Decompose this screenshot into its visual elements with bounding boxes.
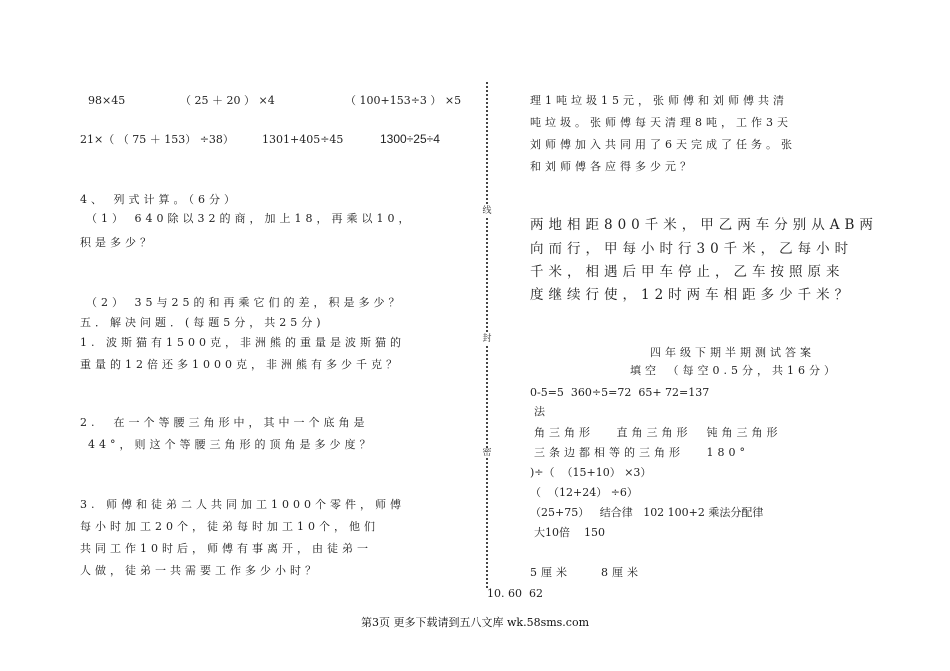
- binding-mark-seal: 封: [482, 334, 492, 344]
- question-5-3-line-1: 3. 师傅和徒弟二人共同加工1000个零件，师傅: [80, 498, 405, 511]
- binding-mark-secret: 密: [482, 448, 492, 458]
- problem-2-line-3: 千米，相遇后甲车停止，乙车按照原来: [530, 264, 845, 280]
- problem-1-line-4: 和刘师傅各应得多少元？: [530, 160, 695, 173]
- calc-expression-1: 98×45: [88, 94, 126, 107]
- answer-line-10: 10. 60 62: [487, 587, 543, 600]
- answer-line-9: 5厘米 8厘米: [530, 566, 642, 579]
- answer-line-3: 角三角形 直角三角形 钝角三角形: [534, 426, 782, 439]
- question-5-2-line-1: 2. 在一个等腰三角形中，其中一个底角是: [80, 416, 369, 429]
- section-4-title: 4、 列式计算。（6分）: [80, 193, 239, 206]
- answer-line-6: （ （12+24） ÷6）: [530, 486, 638, 499]
- section-5-title: 五．解决问题．(每题5分，共25分): [80, 316, 325, 329]
- answer-line-1: 0-5=5 360÷5=72 65+ 72=137: [530, 386, 710, 399]
- calc-expression-6: 1300÷25÷4: [380, 132, 440, 146]
- question-5-1-line-2: 重量的12倍还多1000克，非洲熊有多少千克？: [80, 358, 401, 371]
- page-footer: 第3页 更多下载请到五八文库 wk.58sms.com: [361, 616, 589, 629]
- problem-1-line-3: 刘师傅加入共同用了6天完成了任务。张: [530, 138, 796, 151]
- answer-key-title: 四年级下期半期测试答案: [650, 346, 815, 359]
- answer-line-5: )÷（ （15+10） ×3）: [530, 466, 652, 479]
- question-4-1-line-2: 积是多少？: [80, 236, 155, 249]
- calc-expression-2: （ 25 ＋ 20 ） ×4: [180, 94, 275, 107]
- question-5-3-line-4: 人做，徒弟一共需要工作多少小时？: [80, 564, 320, 577]
- problem-1-line-1: 理1吨垃圾15元，张师傅和刘师傅共清: [530, 94, 788, 107]
- answer-line-2: 法: [534, 405, 545, 418]
- binding-mark-line: 线: [482, 206, 492, 216]
- question-5-3-line-3: 共同工作10时后，师傅有事离开，由徒弟一: [80, 542, 372, 555]
- problem-2-line-2: 向而行，甲每小时行30千米，乙每小时: [530, 241, 854, 257]
- answer-line-4: 三条边都相等的三角形 180°: [534, 446, 749, 459]
- question-5-1-line-1: 1. 波斯猫有1500克，非洲熊的重量是波斯猫的: [80, 336, 405, 349]
- answer-key-subtitle: 填空 （每空0.5分，共16分）: [630, 364, 839, 377]
- problem-1-line-2: 吨垃圾。张师傅每天清理8吨，工作3天: [530, 116, 792, 129]
- question-5-3-line-2: 每小时加工20个，徒弟每时加工10个，他们: [80, 520, 379, 533]
- calc-expression-5: 1301+405÷45: [262, 133, 344, 146]
- calc-expression-3: （ 100+153÷3 ） ×5: [345, 94, 462, 107]
- question-4-1-line-1: （1） 640除以32的商，加上18，再乘以10，: [86, 212, 414, 225]
- calc-expression-4: 21×（ （ 75 ＋ 153） ÷38）: [80, 133, 234, 146]
- answer-line-7: （25+75） 结合律 102 100+2 乘法分配律: [530, 506, 764, 519]
- question-4-2: （2） 35与25的和再乘它们的差，积是多少？: [86, 296, 404, 309]
- answer-line-8: 大10倍 150: [534, 526, 605, 539]
- problem-2-line-4: 度继续行使，12时两车相距多少千米？: [530, 287, 854, 303]
- problem-2-line-1: 两地相距800千米，甲乙两车分别从AB两: [530, 217, 878, 233]
- question-5-2-line-2: 44°，则这个等腰三角形的顶角是多少度？: [88, 438, 375, 451]
